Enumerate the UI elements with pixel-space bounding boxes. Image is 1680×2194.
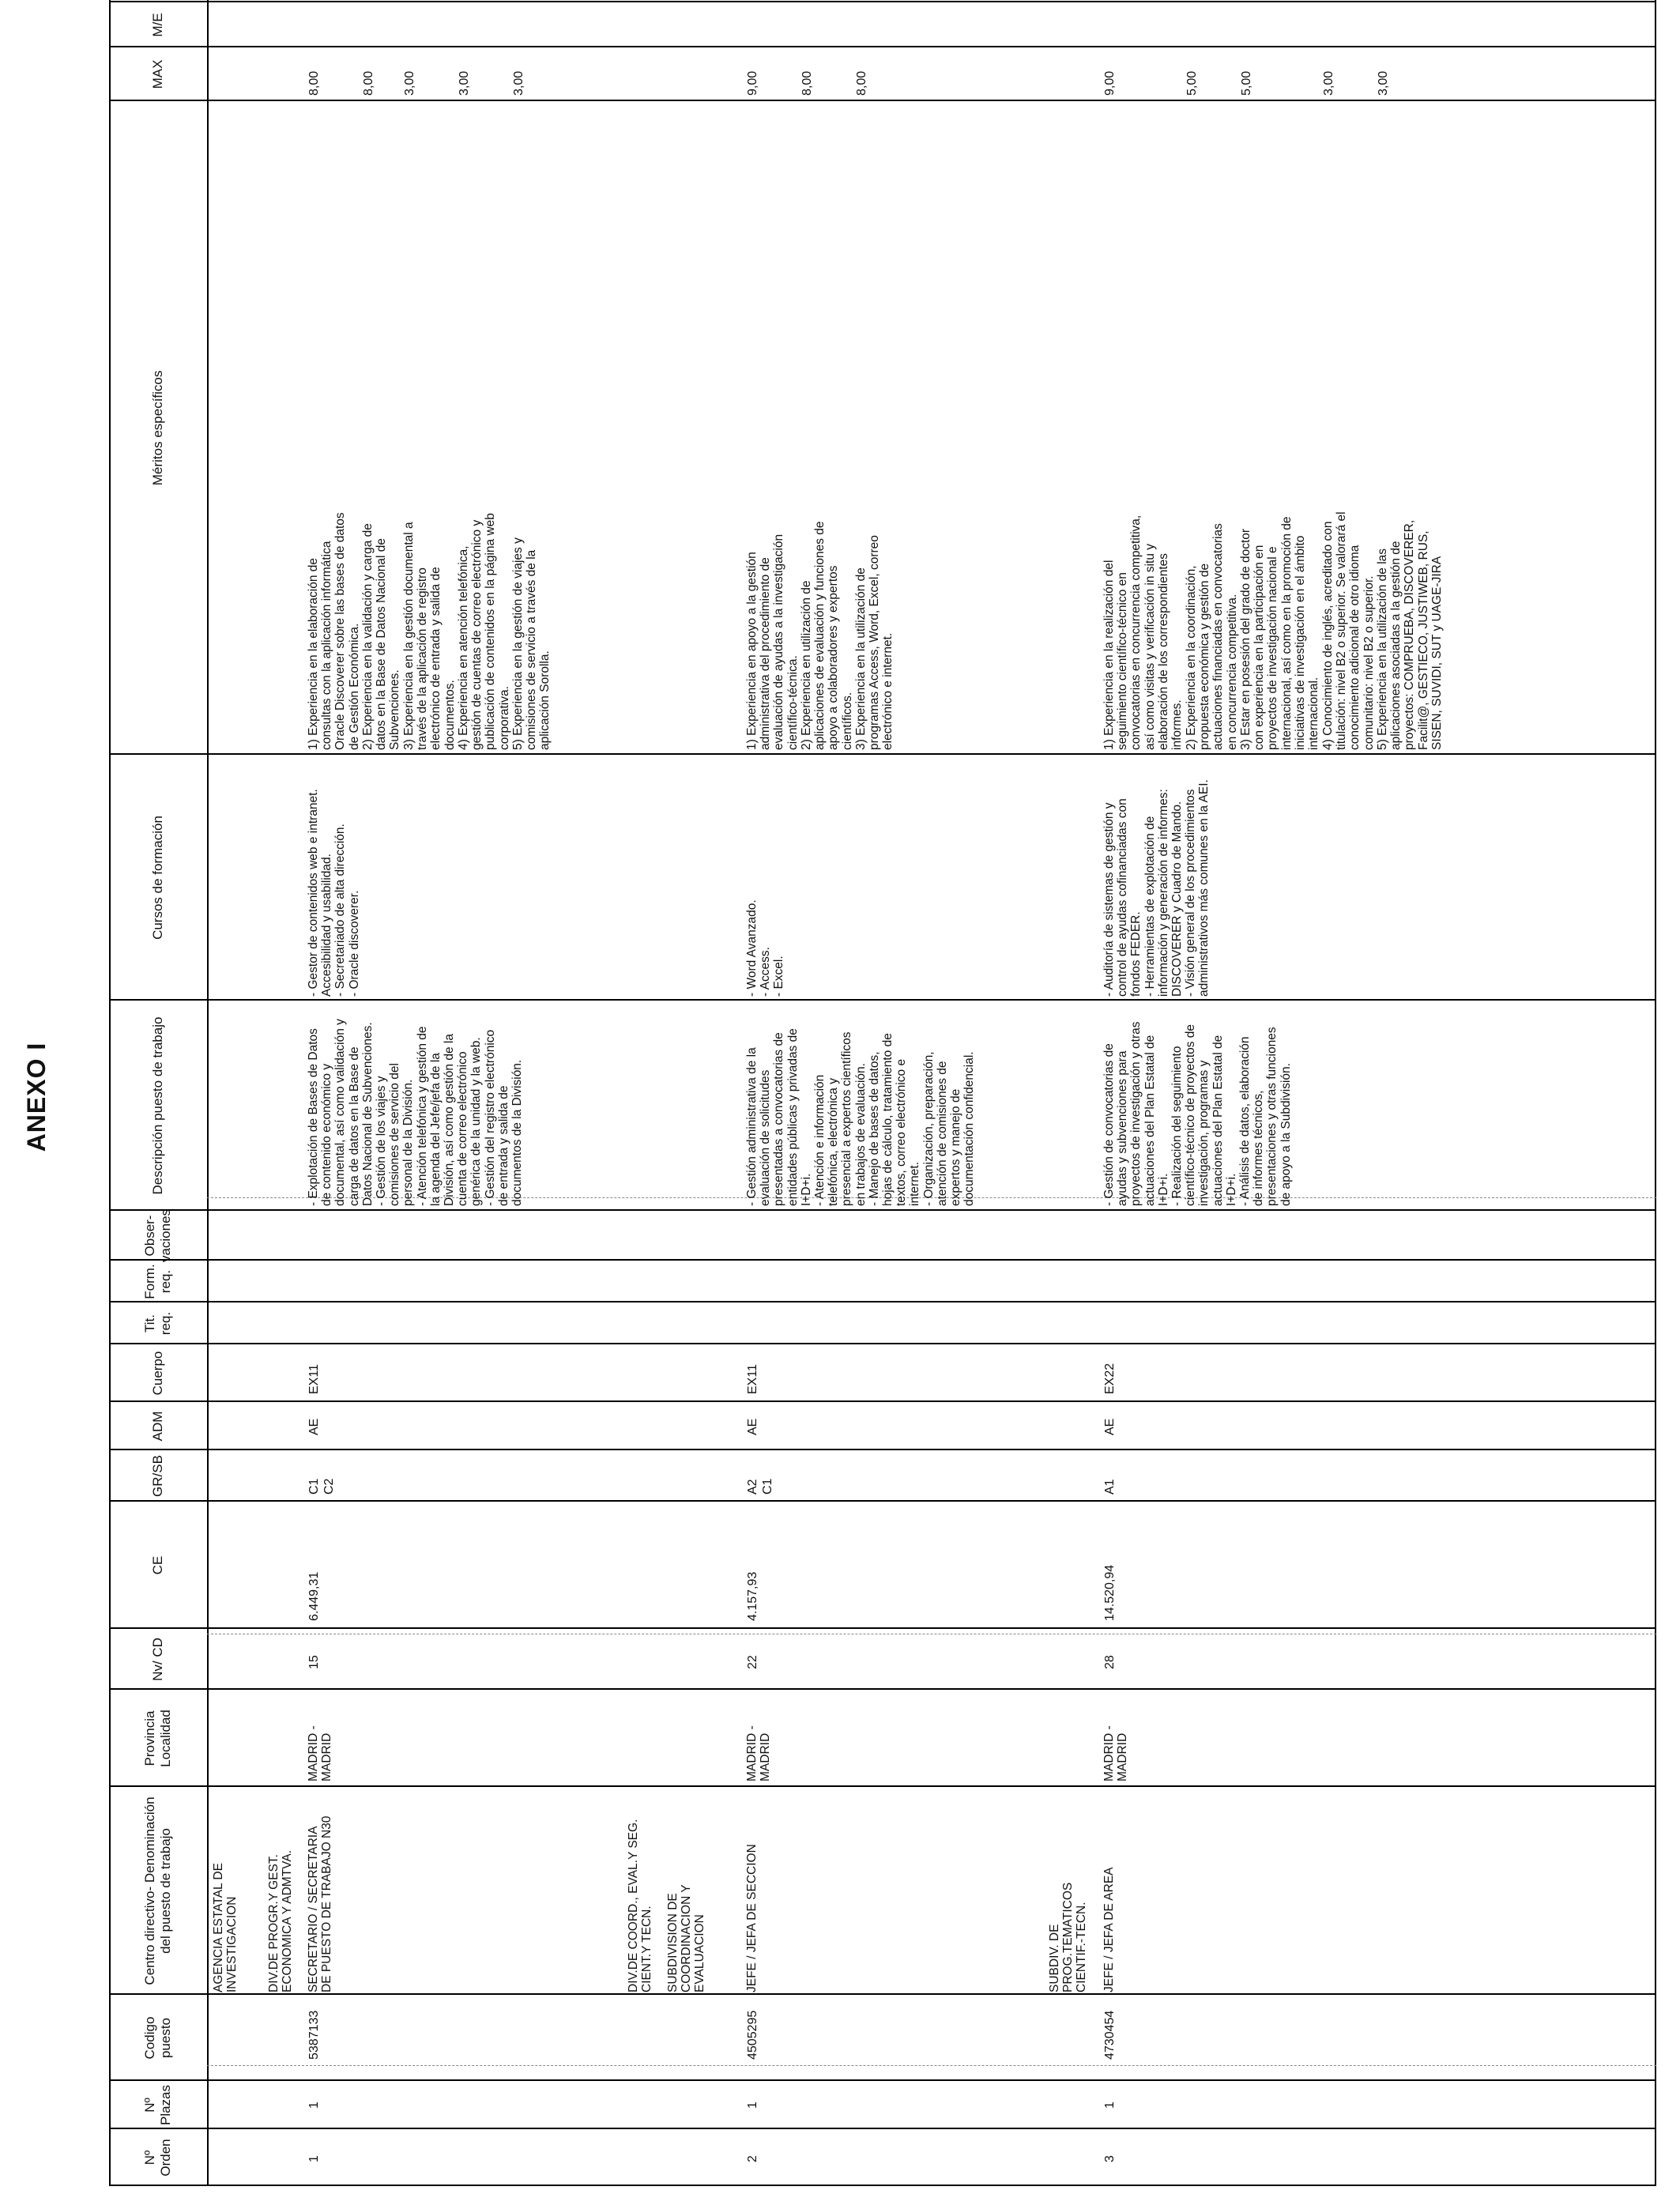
col-divider: [109, 1627, 1656, 1629]
row2-provincia: MADRID - MADRID: [745, 1725, 773, 1781]
row2-grupo: A2 C1: [746, 1478, 774, 1495]
row3-ce: 14.520,94: [1103, 1564, 1117, 1621]
row3-max-2: 5,00: [1185, 70, 1199, 96]
org-subdivision-2: SUBDIVISION DE COORDINACION Y EVALUACION: [666, 1884, 707, 1992]
row1-plazas: 1: [307, 2102, 321, 2109]
row3-max-1: 9,00: [1103, 70, 1117, 96]
col-divider: [109, 1, 1656, 2]
row1-merit-3: 3) Experiencia en la gestión documental a través de la aplicación de registro electrónico de entrada y salida de documentos.: [402, 522, 457, 750]
col-divider: [109, 1688, 1656, 1690]
row3-codigo: 4730454: [1103, 2010, 1117, 2060]
header-orden: Nº Orden: [142, 2139, 173, 2177]
col-divider: [109, 1301, 1656, 1302]
col-divider: [109, 2079, 1656, 2081]
org-subdivision-3: SUBDIV. DE PROG.TEMATICOS CIENTIF.-TECN.: [1048, 1882, 1089, 1992]
row3-orden: 3: [1103, 2155, 1117, 2162]
row2-adm: AE: [746, 1418, 759, 1435]
row2-cuerpo: EX11: [746, 1364, 759, 1394]
row2-merit-1: 1) Experiencia en apoyo a la gestión administrativa del procedimiento de evaluación de ayudas a la investigación científico-técnica.: [745, 533, 800, 750]
row1-nivel: 15: [307, 1655, 321, 1669]
col-divider: [109, 1785, 1656, 1787]
header-provincia: Provincia Localidad: [142, 1710, 173, 1767]
row2-denominacion: JEFE / JEFA DE SECCION: [745, 1844, 759, 1992]
row3-cursos: - Auditoría de sistemas de gestión y control de ayudas cofinanciadas con fondos FEDER. - Herramientas de explotación de información y generación de informes: DISCOVERER y Cuadro de Mando. - Visión general de los procedimientos administrativos más comunes en la AEI.: [1102, 779, 1211, 997]
row2-ce: 4.157,93: [746, 1571, 759, 1621]
row1-provincia: MADRID - MADRID: [307, 1725, 334, 1781]
row1-max-5: 3,00: [512, 70, 525, 96]
row2-merit-3: 3) Experiencia en la utilización de programas Access, Word, Excel, correo electrónico e internet.: [854, 535, 895, 750]
row2-codigo: 4505295: [746, 2010, 759, 2060]
row1-codigo: 5387133: [307, 2010, 321, 2060]
col-divider: [109, 753, 1656, 755]
row3-merit-5: 5) Experiencia en la utilización de las aplicaciones asociadas a la gestión de proyectos: COMPRUEBA, DISCOVERER, Facilit@, GESTIECO, JUSTIWEB, RUS, SISEN, SUVIDI, SUT y UAGE-JIRA: [1376, 519, 1444, 750]
header-grupo: GR/SB: [150, 1455, 165, 1497]
document-title: ANEXO I: [22, 1042, 51, 1152]
col-divider: [109, 1343, 1656, 1344]
row1-cuerpo: EX11: [307, 1364, 321, 1394]
row1-orden: 1: [307, 2155, 321, 2162]
row1-adm: AE: [307, 1418, 321, 1435]
col-divider: [109, 999, 1656, 1001]
header-adm: ADM: [150, 1411, 165, 1442]
row3-merit-1: 1) Experiencia en la realización del seguimiento científico-técnico en convocatorias en concurrencia competitiva, así como visitas y verificación in situ y elaboración de los correspondientes informes.: [1102, 515, 1185, 750]
row1-denominacion: SECRETARIO / SECRETARIA DE PUESTO DE TRABAJO N30: [307, 1815, 334, 1992]
row3-provincia: MADRID - MADRID: [1102, 1725, 1130, 1781]
header-tit: Tit. req.: [142, 1311, 173, 1336]
header-max: MAX: [150, 59, 165, 89]
row3-merit-2: 2) Experiencia en la coordinación, propuesta económica y gestión de actuaciones financiadas en convocatorias en concurrencia competitiva.: [1185, 523, 1239, 750]
row2-descripcion: - Gestión administrativa de la evaluación de solicitudes presentadas a convocatorias de entidades públicas y privadas de I+D+i. - Atención e información telefónica, electrónica y presencial a expertos científicos en trabajos de evaluación. - Manejo de bases de datos, hojas de cálculo, tratamiento de textos, correo electrónico e internet. - Organización, preparación, atención de comisiones de expertos y manejo de documentación confidencial.: [745, 1028, 977, 1206]
row3-merit-4: 4) Conocimiento de inglés, acreditado con titulación: nivel B2 o superior. Se valorará el conocimiento adicional de otro idioma comunitario: nivel B2 o superior.: [1321, 511, 1376, 750]
row3-max-4: 3,00: [1322, 70, 1335, 96]
col-divider: [109, 1209, 1656, 1211]
row2-cursos: - Word Avanzado. - Access. - Excel.: [745, 899, 786, 997]
col-divider: [109, 1993, 1656, 1995]
table-bottom-border: [1655, 0, 1656, 2186]
row1-ce: 6.449,31: [307, 1571, 321, 1621]
header-plazas: Nº Plazas: [142, 2084, 173, 2126]
row2-plazas: 1: [746, 2102, 759, 2109]
row1-merit-5: 5) Experiencia en la gestión de viajes y comisiones de servicio a través de la aplicación Sorolla.: [511, 537, 552, 750]
col-divider: [109, 1400, 1656, 1402]
row3-max-5: 3,00: [1377, 70, 1390, 96]
row1-max-1: 8,00: [307, 70, 321, 96]
row2-max-2: 8,00: [800, 70, 814, 96]
row3-plazas: 1: [1103, 2102, 1117, 2109]
row1-merit-1: 1) Experiencia en la elaboración de consultas con la aplicación informática Oracle Discoverer sobre las bases de datos de Gestión Económica.: [307, 512, 361, 750]
row2-max-1: 9,00: [746, 70, 759, 96]
row2-nivel: 22: [746, 1655, 759, 1669]
row3-grupo: A1: [1103, 1479, 1117, 1495]
row3-max-3: 5,00: [1240, 70, 1253, 96]
header-codigo: Codigo puesto: [142, 2016, 173, 2060]
col-divider: [109, 1500, 1656, 1502]
header-bottom-border: [207, 0, 209, 2186]
header-meritos: Méritos específicos: [150, 370, 165, 486]
row3-adm: AE: [1103, 1418, 1117, 1435]
header-cursos: Cursos de formación: [150, 816, 165, 940]
col-divider: [109, 46, 1656, 47]
header-cuerpo: Cuerpo: [150, 1351, 165, 1396]
row3-denominacion: JEFE / JEFA DE AREA: [1102, 1867, 1116, 1992]
col-divider: [109, 100, 1656, 101]
row-separator: [207, 2065, 1656, 2066]
row2-orden: 2: [746, 2155, 759, 2162]
positions-table: [109, 0, 1656, 2186]
col-divider: [109, 2185, 1656, 2186]
row1-merit-4: 4) Experiencia en atención telefónica, gestión de cuentas de correo electrónico y publicación de contenidos en la página web corporativa.: [457, 513, 511, 750]
col-divider: [109, 1449, 1656, 1450]
col-divider: [109, 1259, 1656, 1261]
header-descripcion: Descripción puesto de trabajo: [150, 1016, 165, 1195]
row2-max-3: 8,00: [855, 70, 868, 96]
row1-merit-2: 2) Experiencia en la validación y carga de datos en la Base de Datos Nacional de Subvenciones.: [361, 523, 402, 750]
header-obs: Obser- vaciones: [142, 1208, 173, 1263]
row1-cursos: - Gestor de contenidos web e intranet. Accesibilidad y usabilidad. - Secretariado de alta dirección. - Oracle discoverer.: [307, 789, 361, 997]
org-agency: AGENCIA ESTATAL DE INVESTIGACION: [212, 1863, 239, 1992]
header-me: M/E: [150, 13, 165, 37]
row1-descripcion: - Explotación de Bases de Datos de contenido económico y documental, así como validación y carga de datos en la Base de Datos Nacional de Subvenciones. - Gestión de los viajes y comisiones de servicio del personal de la División. - Atención telefónica y gestión de la agenda del Jefe/jefa de la División, así como gestión de la cuenta de correo electrónico genérica de la unidad y la web. - Gestión del registro electrónico de entrada y salida de documentos de la División.: [307, 1019, 525, 1206]
header-nivel: Nv/ CD: [150, 1638, 165, 1681]
header-centro: Centro directivo- Denominación del puesto de trabajo: [142, 1796, 173, 1985]
row1-max-2: 8,00: [362, 70, 375, 96]
org-division-1: DIV.DE PROGR.Y GEST. ECONOMICA Y ADMTVA.: [267, 1849, 295, 1992]
row1-grupo: C1 C2: [307, 1478, 336, 1495]
row1-max-3: 3,00: [403, 70, 416, 96]
row3-merit-3: 3) Estar en posesión del grado de doctor con experiencia en la participación en proyectos de investigación nacional e internacional, así como en la promoción de iniciativas de investigación en el ámbito internacional.: [1239, 516, 1321, 750]
header-form: Form. req.: [142, 1264, 173, 1299]
col-divider: [109, 2128, 1656, 2129]
row2-merit-2: 2) Experiencia en utilización de aplicaciones de evaluación y funciones de apoyo a colaboradores y expertos científicos.: [800, 521, 854, 750]
row3-cuerpo: EX22: [1103, 1363, 1117, 1394]
row3-descripcion: - Gestión de convocatorias de ayudas y subvenciones para proyectos de investigación y otras actuaciones del Plan Estatal de I+D+i. - Realización del seguimiento científico-técnico de proyectos de investigación, programas y actuaciones del Plan Estatal de I+D+i. - Análisis de datos, elaboración de informes técnicos, presentaciones y otras funciones de apoyo a la Subdivisión.: [1102, 1021, 1293, 1206]
org-division-2: DIV.DE COORD., EVAL.Y SEG. CIENT.Y TECN.: [627, 1819, 654, 1992]
row1-max-4: 3,00: [458, 70, 471, 96]
header-ce: CE: [150, 1555, 165, 1575]
row3-nivel: 28: [1103, 1655, 1117, 1669]
